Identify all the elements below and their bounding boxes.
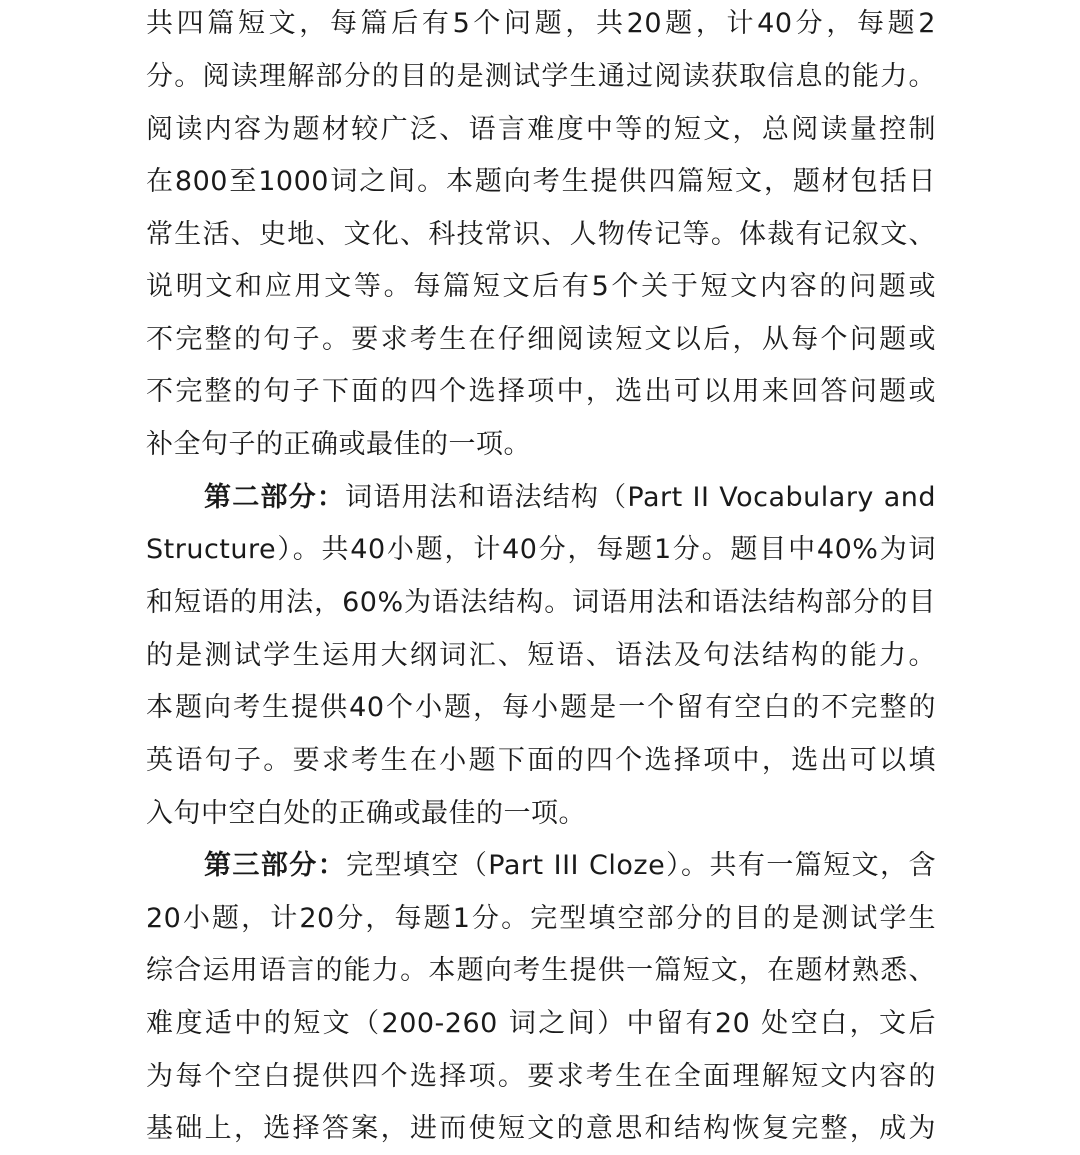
text-line: 和短语的用法，60%为语法结构。词语用法和语法结构部分的目 — [146, 587, 936, 618]
text-line: 难度适中的短文（200-260 词之间）中留有20 处空白，文后 — [146, 1008, 936, 1039]
text-line: 在800至1000词之间。本题向考生提供四篇短文，题材包括日 — [146, 166, 936, 197]
text-line: 分。阅读理解部分的目的是测试学生通过阅读获取信息的能力。 — [146, 61, 936, 92]
section-first-line-text: 词语用法和语法结构（Part II Vocabulary and — [345, 482, 937, 513]
text-line: 常生活、史地、文化、科技常识、人物传记等。体裁有记叙文、 — [146, 219, 936, 250]
text-line: 不完整的句子。要求考生在仔细阅读短文以后，从每个问题或 — [146, 324, 936, 355]
section-first-line-text: 完型填空（Part III Cloze）。共有一篇短文，含 — [346, 850, 936, 881]
text-line: 阅读内容为题材较广泛、语言难度中等的短文，总阅读量控制 — [146, 114, 936, 145]
text-line: 不完整的句子下面的四个选择项中，选出可以用来回答问题或 — [146, 376, 936, 407]
text-line: 的是测试学生运用大纲词汇、短语、语法及句法结构的能力。 — [146, 640, 936, 671]
text-line: 英语句子。要求考生在小题下面的四个选择项中，选出可以填 — [146, 745, 936, 776]
text-line: 共四篇短文，每篇后有5个问题，共20题，计40分，每题2 — [146, 8, 936, 39]
text-line: 综合运用语言的能力。本题向考生提供一篇短文，在题材熟悉、 — [146, 955, 936, 986]
text-line: Structure）。共40小题，计40分，每题1分。题目中40%为词 — [146, 534, 936, 565]
text-line: 本题向考生提供40个小题，每小题是一个留有空白的不完整的 — [146, 692, 936, 723]
section-first-line — [146, 846, 936, 886]
section-heading: 第三部分： — [204, 850, 347, 881]
text-line: 说明文和应用文等。每篇短文后有5个关于短文内容的问题或 — [146, 271, 936, 302]
section-heading: 第二部分： — [204, 482, 346, 513]
text-line: 补全句子的正确或最佳的一项。 — [146, 429, 531, 460]
text-line: 基础上，选择答案，进而使短文的意思和结构恢复完整，成为 — [146, 1113, 936, 1144]
text-line: 为每个空白提供四个选择项。要求考生在全面理解短文内容的 — [146, 1061, 936, 1092]
text-line: 20小题，计20分，每题1分。完型填空部分的目的是测试学生 — [146, 903, 936, 934]
section-first-line — [146, 478, 936, 518]
text-line: 入句中空白处的正确或最佳的一项。 — [146, 798, 586, 829]
